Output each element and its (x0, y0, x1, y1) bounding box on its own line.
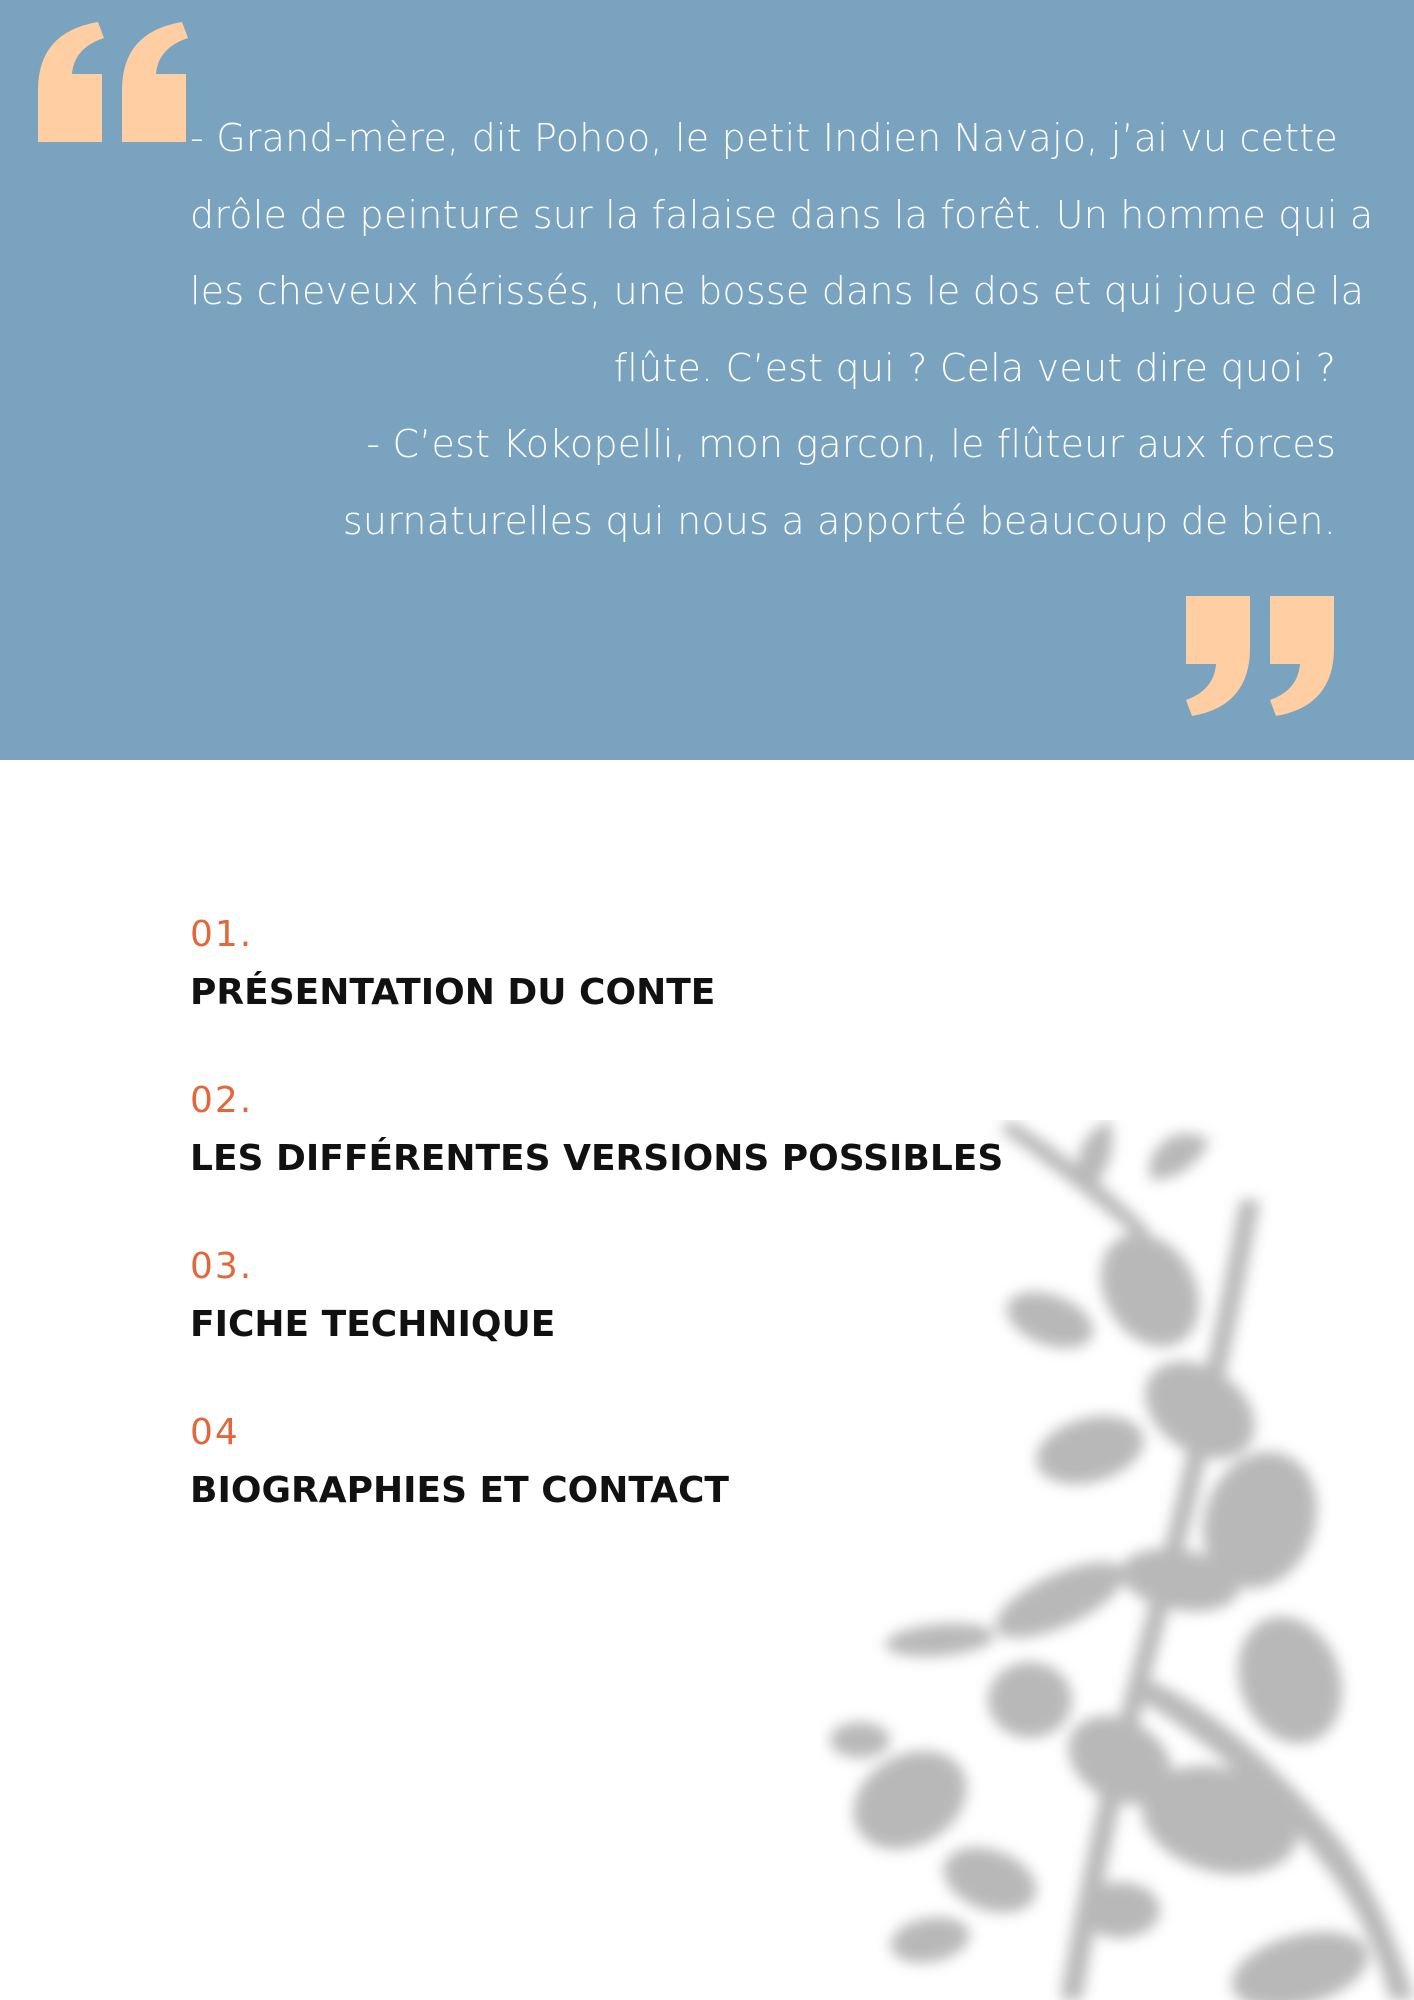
toc-item-presentation (190, 905, 1090, 1071)
toc-item-versions (190, 1071, 1090, 1237)
open-quote-icon (38, 22, 190, 142)
toc-title: LES DIFFÉRENTES VERSIONS POSSIBLES (190, 1138, 1004, 1179)
close-quote-icon (1184, 596, 1336, 716)
quote-line: surnaturelles qui nous a apporté beaucoup de bien. (342, 498, 1336, 543)
toc-number: 03. (190, 1246, 254, 1287)
quote-panel (0, 0, 1414, 760)
toc-number: 04 (190, 1412, 240, 1453)
quote-line: les cheveux hérissés, une bosse dans le dos et qui joue de la (190, 269, 1365, 313)
quote-line: drôle de peinture sur la falaise dans la forêt. Un homme qui a (190, 192, 1374, 237)
quote-line: - Grand-mère, dit Pohoo, le petit Indien Navajo, j’ai vu cette (190, 116, 1338, 160)
toc-title: PRÉSENTATION DU CONTE (190, 972, 716, 1013)
quote-text (190, 100, 1374, 559)
quote-line: flûte. C’est qui ? Cela veut dire quoi ? (613, 345, 1336, 390)
table-of-contents (190, 905, 1090, 1569)
toc-item-biographies (190, 1403, 1090, 1569)
toc-number: 02. (190, 1080, 254, 1121)
toc-item-fiche-technique (190, 1237, 1090, 1403)
quote-line: - C’est Kokopelli, mon garcon, le flûteur aux forces (366, 422, 1336, 466)
toc-title: FICHE TECHNIQUE (190, 1304, 556, 1345)
toc-title: BIOGRAPHIES ET CONTACT (190, 1470, 729, 1511)
toc-number: 01. (190, 914, 254, 955)
